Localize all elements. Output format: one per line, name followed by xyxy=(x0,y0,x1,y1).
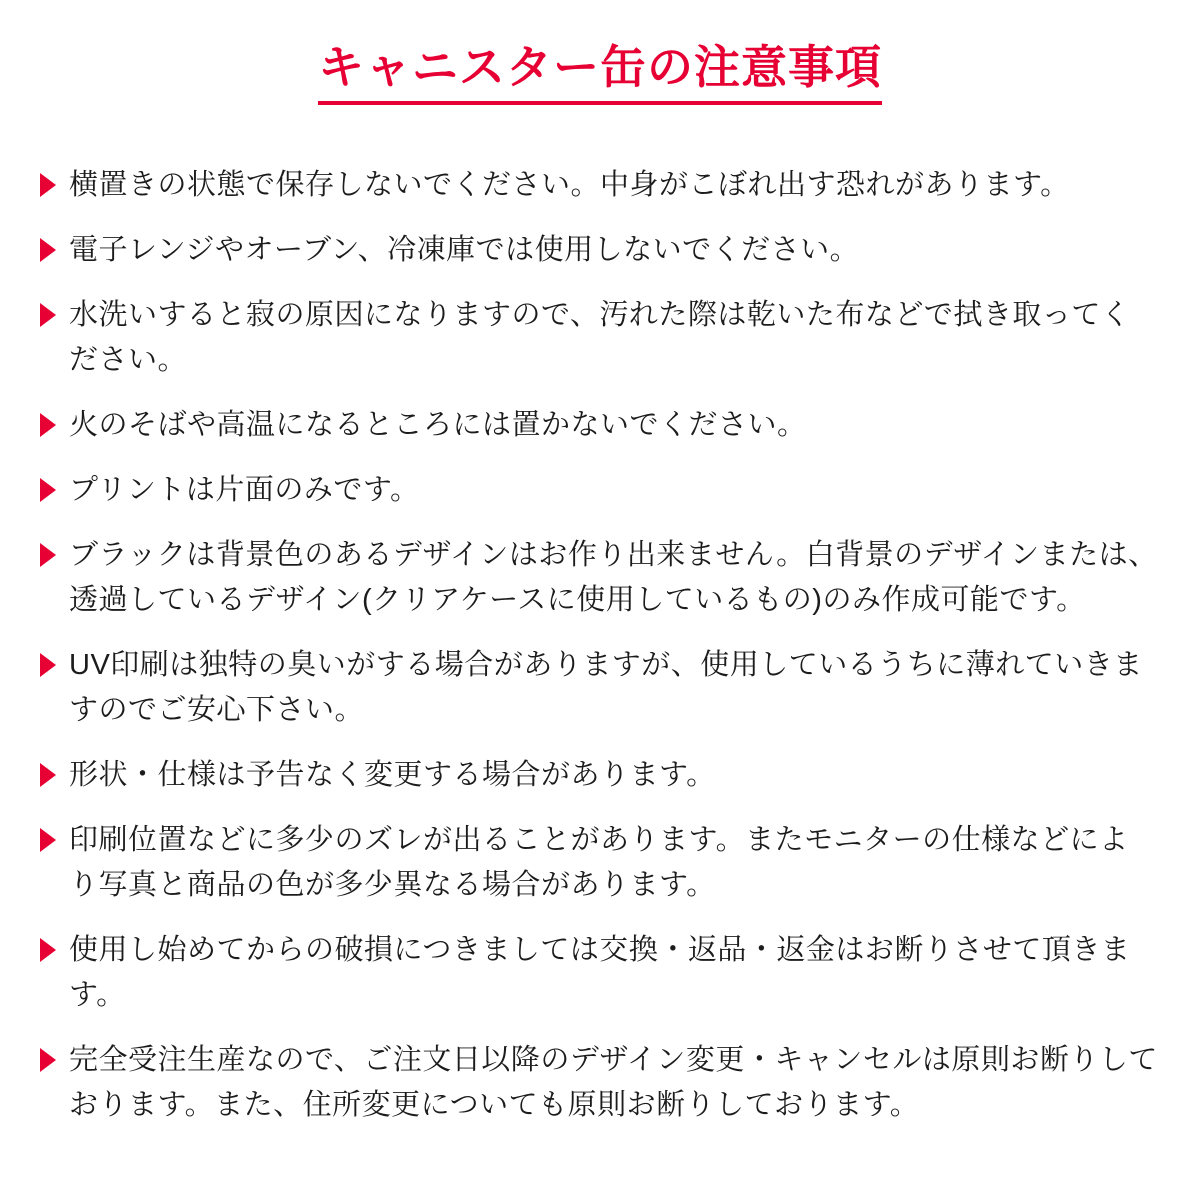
title-wrap xyxy=(40,42,1160,105)
notes-list xyxy=(40,163,1158,1128)
list-item xyxy=(40,818,1158,908)
list-item-text: 火のそばや高温になるところには置かないでください。 xyxy=(69,408,807,441)
list-item-text: 完全受注生産なので、ご注文日以降のデザイン変更・キャンセルは原則お断りしております。また、住所変更についても原則お断りしております。 xyxy=(69,1043,1158,1121)
triangle-bullet-icon xyxy=(40,828,56,852)
list-item xyxy=(40,293,1158,383)
list-item-text: UV印刷は独特の臭いがする場合がありますが、使用しているうちに薄れていきますのでご安心下さい。 xyxy=(69,648,1143,726)
list-item-text: 形状・仕様は予告なく変更する場合があります。 xyxy=(69,758,716,791)
list-item xyxy=(40,163,1158,208)
list-item xyxy=(40,928,1158,1018)
triangle-bullet-icon xyxy=(40,238,56,262)
list-item xyxy=(40,468,1158,513)
list-item-text: 横置きの状態で保存しないでください。中身がこぼれ出す恐れがあります。 xyxy=(69,168,1070,201)
list-item xyxy=(40,1038,1158,1128)
list-item-text: 電子レンジやオーブン、冷凍庫では使用しないでください。 xyxy=(69,233,860,266)
list-item xyxy=(40,403,1158,448)
triangle-bullet-icon xyxy=(40,173,56,197)
list-item xyxy=(40,753,1158,798)
triangle-bullet-icon xyxy=(40,543,56,567)
triangle-bullet-icon xyxy=(40,938,56,962)
list-item xyxy=(40,228,1158,273)
triangle-bullet-icon xyxy=(40,653,56,677)
page-title: キャニスター缶の注意事項 xyxy=(318,42,882,105)
list-item xyxy=(40,533,1158,623)
list-item-text: 使用し始めてからの破損につきましては交換・返品・返金はお断りさせて頂きます。 xyxy=(69,933,1131,1011)
list-item-text: 水洗いすると寂の原因になりますので、汚れた際は乾いた布などで拭き取ってください。 xyxy=(69,298,1131,376)
triangle-bullet-icon xyxy=(40,303,56,327)
triangle-bullet-icon xyxy=(40,413,56,437)
list-item-text: プリントは片面のみです。 xyxy=(69,473,420,506)
triangle-bullet-icon xyxy=(40,478,56,502)
list-item xyxy=(40,643,1158,733)
list-item-text: 印刷位置などに多少のズレが出ることがあります。またモニターの仕様などにより写真と商品の色が多少異なる場合があります。 xyxy=(69,823,1129,901)
list-item-text: ブラックは背景色のあるデザインはお作り出来ません。白背景のデザインまたは、透過しているデザイン(クリアケースに使用しているもの)のみ作成可能です。 xyxy=(69,538,1158,616)
triangle-bullet-icon xyxy=(40,763,56,787)
triangle-bullet-icon xyxy=(40,1048,56,1072)
